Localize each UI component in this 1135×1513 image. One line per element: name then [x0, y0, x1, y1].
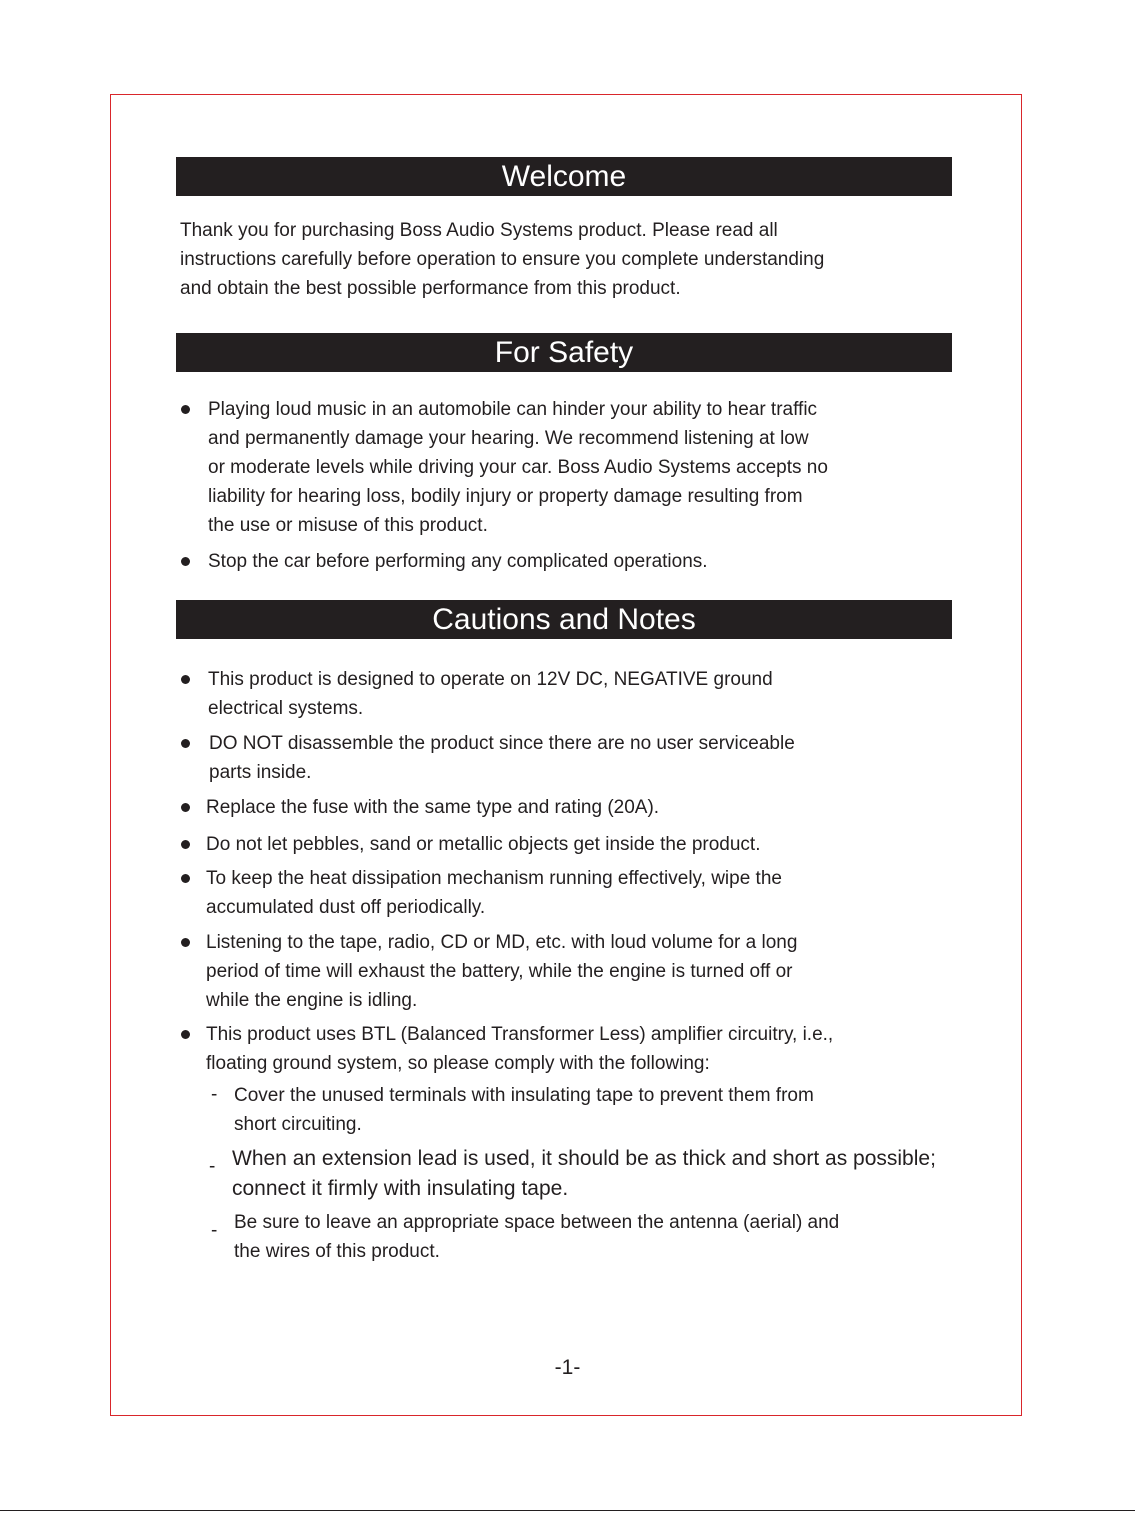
safety-item	[208, 547, 708, 576]
caution-item-line: parts inside.	[209, 762, 312, 783]
bullet-icon	[181, 1030, 190, 1039]
safety-item	[208, 395, 828, 540]
caution-item-line: Replace the fuse with the same type and rating (20A).	[206, 797, 660, 818]
dash-icon: -	[209, 1156, 216, 1177]
caution-sub-item-line: connect it firmly with insulating tape.	[232, 1177, 569, 1200]
caution-item	[208, 665, 773, 723]
cautions-heading: Cautions and Notes	[176, 600, 952, 639]
welcome-paragraph	[180, 216, 824, 303]
welcome-line: and obtain the best possible performance from this product.	[180, 278, 681, 299]
bullet-icon	[181, 874, 190, 883]
caution-item-line: DO NOT disassemble the product since there are no user serviceable	[209, 733, 795, 754]
caution-item	[206, 1020, 833, 1078]
safety-item-line: the use or misuse of this product.	[208, 515, 488, 536]
safety-item-line: liability for hearing loss, bodily injury or property damage resulting from	[208, 486, 803, 507]
caution-sub-item	[232, 1144, 936, 1204]
bullet-icon	[181, 803, 190, 812]
caution-item-line: electrical systems.	[208, 698, 364, 719]
caution-sub-item-line: short circuiting.	[234, 1114, 362, 1135]
caution-item-line: To keep the heat dissipation mechanism running effectively, wipe the	[206, 868, 782, 889]
safety-item-line: Stop the car before performing any complicated operations.	[208, 551, 708, 572]
safety-item-line: or moderate levels while driving your car. Boss Audio Systems accepts no	[208, 457, 828, 478]
caution-sub-item-line: Cover the unused terminals with insulating tape to prevent them from	[234, 1085, 814, 1106]
caution-item-line: while the engine is idling.	[206, 990, 418, 1011]
dash-icon: -	[211, 1084, 218, 1105]
caution-item-line: period of time will exhaust the battery, while the engine is turned off or	[206, 961, 793, 982]
caution-sub-item	[234, 1081, 814, 1139]
bullet-icon	[181, 840, 190, 849]
bottom-divider	[0, 1510, 1135, 1511]
bullet-icon	[181, 739, 190, 748]
caution-sub-item-line: When an extension lead is used, it should be as thick and short as possible;	[232, 1147, 936, 1170]
welcome-heading: Welcome	[176, 157, 952, 196]
caution-item	[206, 830, 761, 859]
safety-heading: For Safety	[176, 333, 952, 372]
caution-item-line: This product uses BTL (Balanced Transformer Less) amplifier circuitry, i.e.,	[206, 1024, 834, 1045]
bullet-icon	[181, 405, 190, 414]
caution-sub-item-line: the wires of this product.	[234, 1241, 440, 1262]
caution-item-line: accumulated dust off periodically.	[206, 897, 486, 918]
welcome-line: instructions carefully before operation to ensure you complete understanding	[180, 249, 825, 270]
caution-item-line: This product is designed to operate on 12V DC, NEGATIVE ground	[208, 669, 773, 690]
bullet-icon	[181, 938, 190, 947]
caution-item	[206, 793, 659, 822]
welcome-line: Thank you for purchasing Boss Audio Systems product. Please read all	[180, 220, 778, 241]
caution-item	[206, 928, 797, 1015]
bullet-icon	[181, 675, 190, 684]
bullet-icon	[181, 557, 190, 566]
caution-item	[209, 729, 795, 787]
caution-sub-item-line: Be sure to leave an appropriate space between the antenna (aerial) and	[234, 1212, 840, 1233]
safety-item-line: and permanently damage your hearing. We recommend listening at low	[208, 428, 809, 449]
page-number: -1-	[554, 1356, 581, 1379]
caution-item-line: Listening to the tape, radio, CD or MD, etc. with loud volume for a long	[206, 932, 798, 953]
safety-item-line: Playing loud music in an automobile can hinder your ability to hear traffic	[208, 399, 818, 420]
caution-item-line: Do not let pebbles, sand or metallic objects get inside the product.	[206, 834, 761, 855]
caution-item-line: floating ground system, so please comply with the following:	[206, 1053, 710, 1074]
dash-icon: -	[211, 1220, 218, 1241]
caution-item	[206, 864, 782, 922]
caution-sub-item	[234, 1208, 839, 1266]
